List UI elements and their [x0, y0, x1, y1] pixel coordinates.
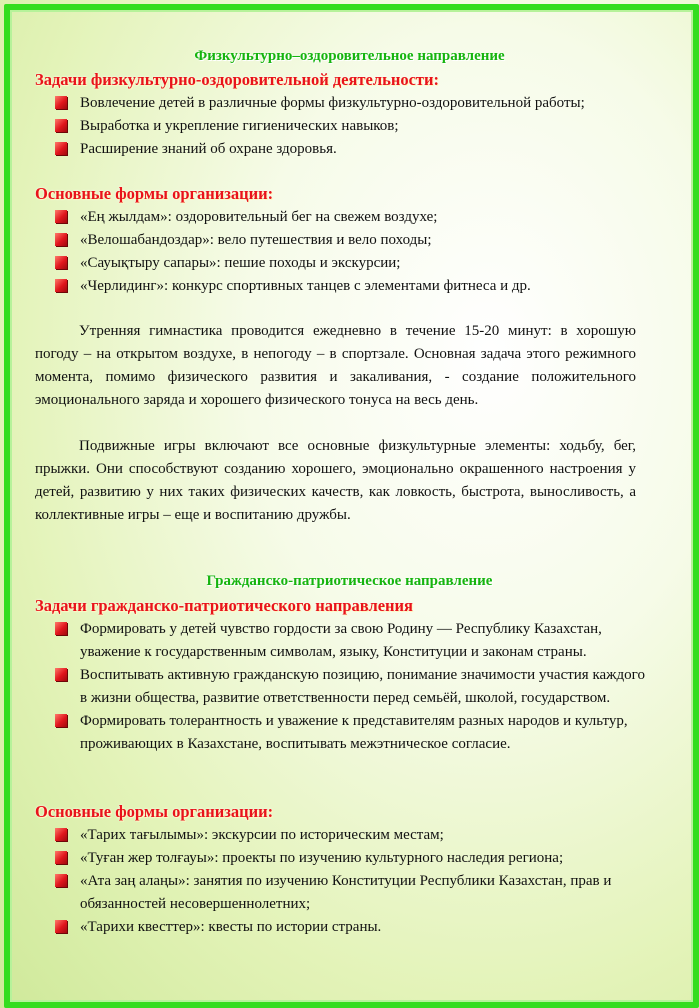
bullet-icon [55, 233, 67, 246]
section2-tasks-list [55, 618, 645, 756]
paragraph-outdoor-games: Подвижные игры включают все основные физкультурные элементы: ходьбу, бег, прыжки. Они способствуют созданию хорошего, эмоционально окрашенного настроения у детей, развитию у них таких физических качеств, как ловкость, быстрота, выносливость, а коллективные игры – еще и воспитанию дружбы. [35, 438, 636, 523]
list-item: Вовлечение детей в различные формы физкультурно-оздоровительной работы; [55, 92, 645, 115]
section2-tasks-title: Задачи гражданско-патриотического направления [35, 596, 413, 615]
list-item: Формировать у детей чувство гордости за свою Родину — Республику Казахстан, уважение к государственным символам, языку, Конституции и законам страны. [55, 618, 645, 664]
list-item: «Туған жер толғауы»: проекты по изучению культурного наследия региона; [55, 847, 645, 870]
section2-heading: Гражданско-патриотическое направление [206, 573, 493, 589]
section1-tasks-title: Задачи физкультурно-оздоровительной деятельности: [35, 70, 440, 89]
bullet-icon [55, 210, 67, 223]
list-item: «Сауықтыру сапары»: пешие походы и экскурсии; [55, 252, 645, 275]
bullet-icon [55, 851, 67, 864]
bullet-icon [55, 828, 67, 841]
bullet-icon [55, 874, 67, 887]
list-item: «Тарихи квесттер»: квесты по истории страны. [55, 916, 645, 939]
list-item: Расширение знаний об охране здоровья. [55, 138, 645, 161]
bullet-icon [55, 279, 67, 292]
section2-forms-title: Основные формы организации: [35, 802, 274, 821]
bullet-icon [55, 622, 67, 635]
list-item: Формировать толерантность и уважение к представителям разных народов и культур, проживающих в Казахстане, воспитывать межэтническое согласие. [55, 710, 645, 756]
list-item: «Черлидинг»: конкурс спортивных танцев с элементами фитнеса и др. [55, 275, 645, 298]
section1-tasks-list [55, 92, 645, 161]
section1-forms-list [55, 206, 645, 298]
section1-forms-title: Основные формы организации: [35, 184, 274, 203]
list-item: Воспитывать активную гражданскую позицию, понимание значимости участия каждого в жизни общества, развитие ответственности перед семьёй, школой, государством. [55, 664, 645, 710]
bullet-icon [55, 96, 67, 109]
section2-forms-list [55, 824, 645, 939]
bullet-icon [55, 119, 67, 132]
list-item: Выработка и укрепление гигиенических навыков; [55, 115, 645, 138]
bullet-icon [55, 256, 67, 269]
list-item: «Ең жылдам»: оздоровительный бег на свежем воздухе; [55, 206, 645, 229]
list-item: «Тарих тағылымы»: экскурсии по историческим местам; [55, 824, 645, 847]
bullet-icon [55, 142, 67, 155]
list-item: «Ата заң алаңы»: занятия по изучению Конституции Республики Казахстан, прав и обязанностей несовершеннолетних; [55, 870, 645, 916]
bullet-icon [55, 668, 67, 681]
section1-heading: Физкультурно–оздоровительное направление [194, 48, 505, 64]
list-item: «Велошабандоздар»: вело путешествия и вело походы; [55, 229, 645, 252]
bullet-icon [55, 714, 67, 727]
paragraph-morning-exercise: Утренняя гимнастика проводится ежедневно в течение 15-20 минут: в хорошую погоду – на открытом воздухе, в непогоду – в спортзале. Основная задача этого режимного момента, помимо физического развития и закаливания, - создание положительного эмоционального заряда и хорошего физического тонуса на весь день. [35, 323, 636, 408]
bullet-icon [55, 920, 67, 933]
